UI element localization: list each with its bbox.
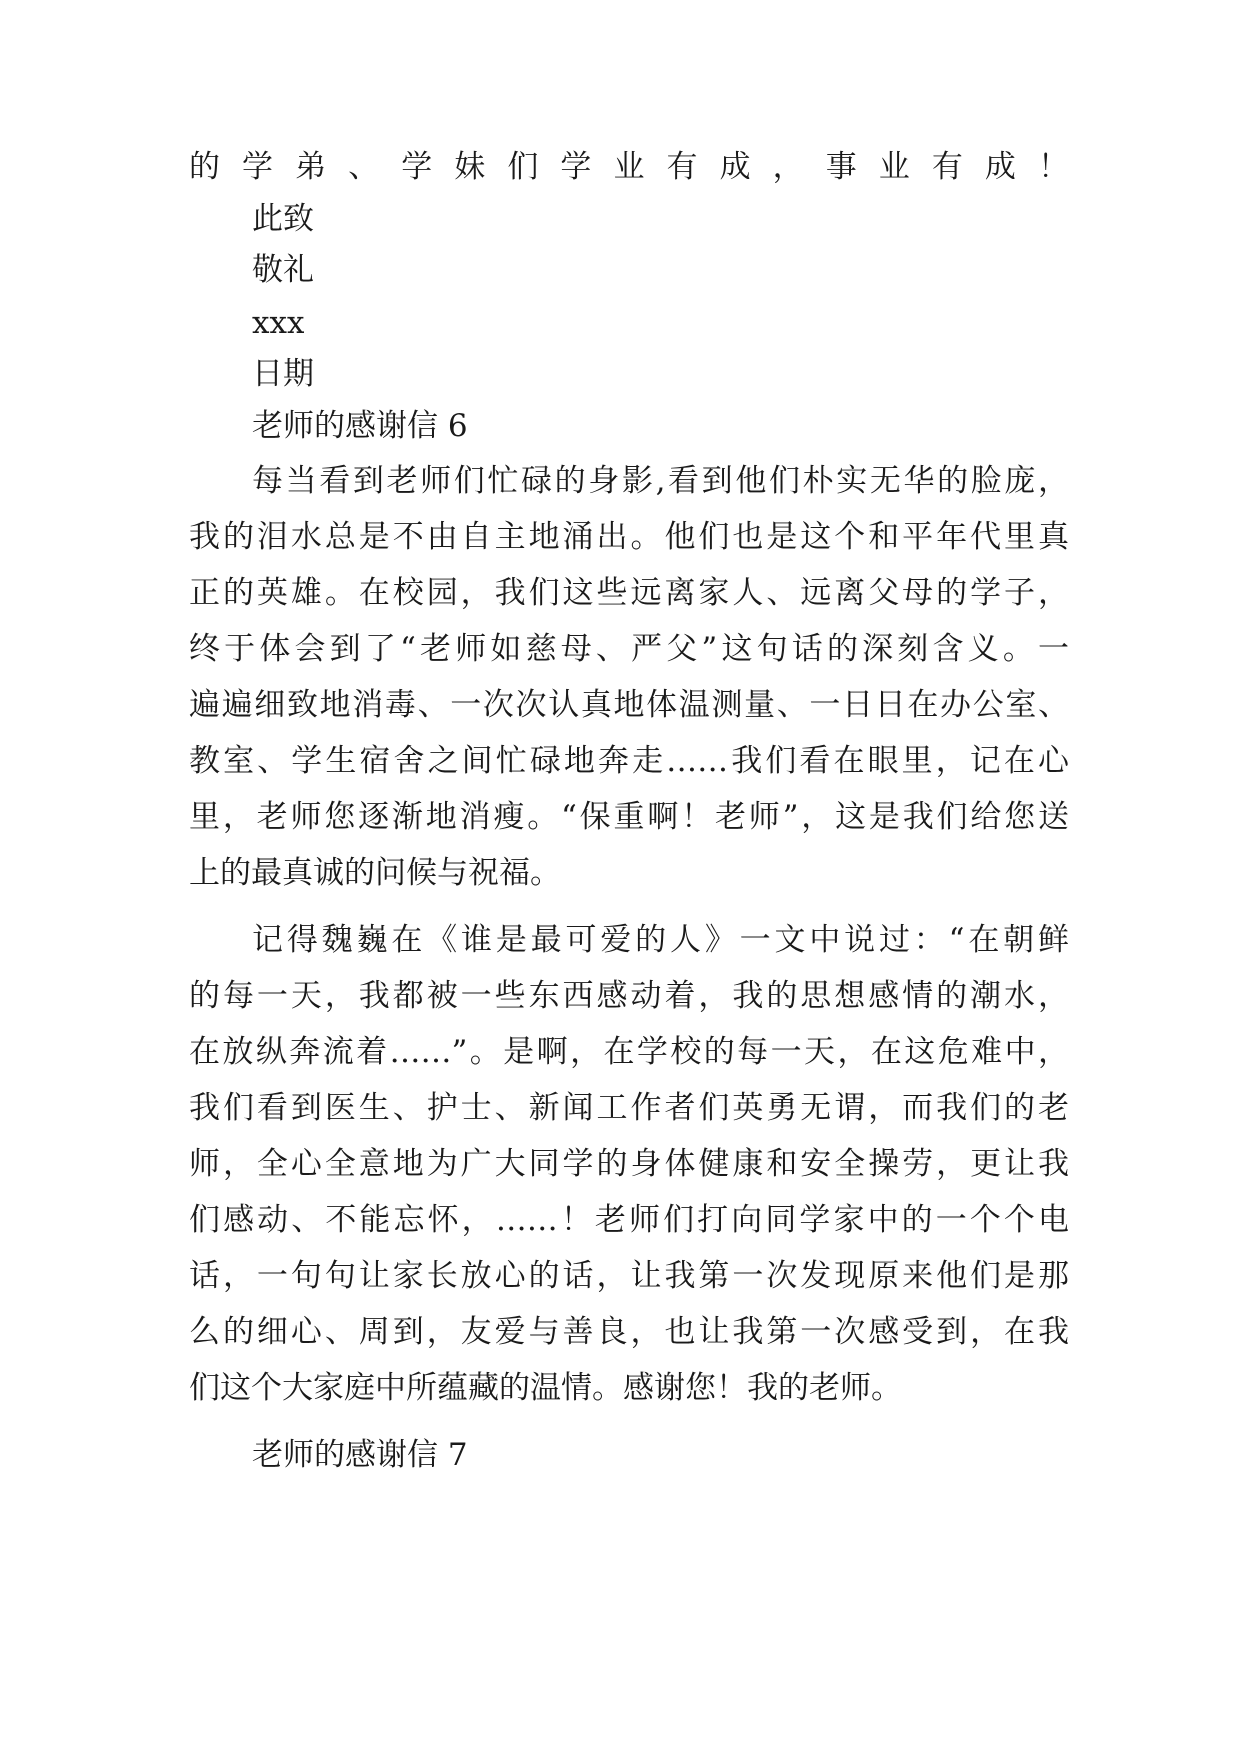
- paragraph-line: 终于体会到了“老师如慈母、严父”这句话的深刻含义。一: [189, 631, 1069, 667]
- paragraph-line: 在放纵奔流着……”。是啊，在学校的每一天，在这危难中，: [189, 1034, 1069, 1070]
- paragraph-line: 我们看到医生、护士、新闻工作者们英勇无谓，而我们的老: [189, 1090, 1069, 1126]
- section-heading: 老师的感谢信 7: [252, 1437, 468, 1473]
- paragraph-line: 每当看到老师们忙碌的身影,看到他们朴实无华的脸庞，: [252, 463, 1069, 499]
- section-heading: 老师的感谢信 6: [252, 408, 468, 444]
- paragraph-line: 教室、学生宿舍之间忙碌地奔走……我们看在眼里，记在心: [189, 743, 1069, 779]
- paragraph-line: 的学弟、学妹们学业有成，事业有成！: [189, 149, 1069, 185]
- signature-name: xxx: [252, 305, 305, 341]
- paragraph-line: 话，一句句让家长放心的话，让我第一次发现原来他们是那: [189, 1258, 1069, 1294]
- paragraph-line: 们这个大家庭中所蕴藏的温情。感谢您！我的老师。: [189, 1370, 902, 1406]
- paragraph-line: 我的泪水总是不由自主地涌出。他们也是这个和平年代里真: [189, 519, 1069, 555]
- paragraph-line: 记得魏巍在《谁是最可爱的人》一文中说过：“在朝鲜: [252, 922, 1069, 958]
- paragraph-line: 们感动、不能忘怀，……！老师们打向同学家中的一个个电: [189, 1202, 1069, 1238]
- paragraph-line: 么的细心、周到，友爱与善良，也让我第一次感受到，在我: [189, 1314, 1069, 1350]
- paragraph-line: 正的英雄。在校园，我们这些远离家人、远离父母的学子，: [189, 575, 1069, 611]
- paragraph-line: 里，老师您逐渐地消瘦。“保重啊！老师”，这是我们给您送: [189, 799, 1069, 835]
- paragraph-line: 遍遍细致地消毒、一次次认真地体温测量、一日日在办公室、: [189, 687, 1069, 723]
- paragraph-line: 师，全心全意地为广大同学的身体健康和安全操劳，更让我: [189, 1146, 1069, 1182]
- paragraph-line: 上的最真诚的问候与祝福。: [189, 855, 561, 891]
- closing-regards: 敬礼: [252, 252, 314, 288]
- paragraph-line: 的每一天，我都被一些东西感动着，我的思想感情的潮水，: [189, 978, 1069, 1014]
- closing-salutation: 此致: [252, 201, 314, 237]
- signature-date: 日期: [252, 356, 314, 392]
